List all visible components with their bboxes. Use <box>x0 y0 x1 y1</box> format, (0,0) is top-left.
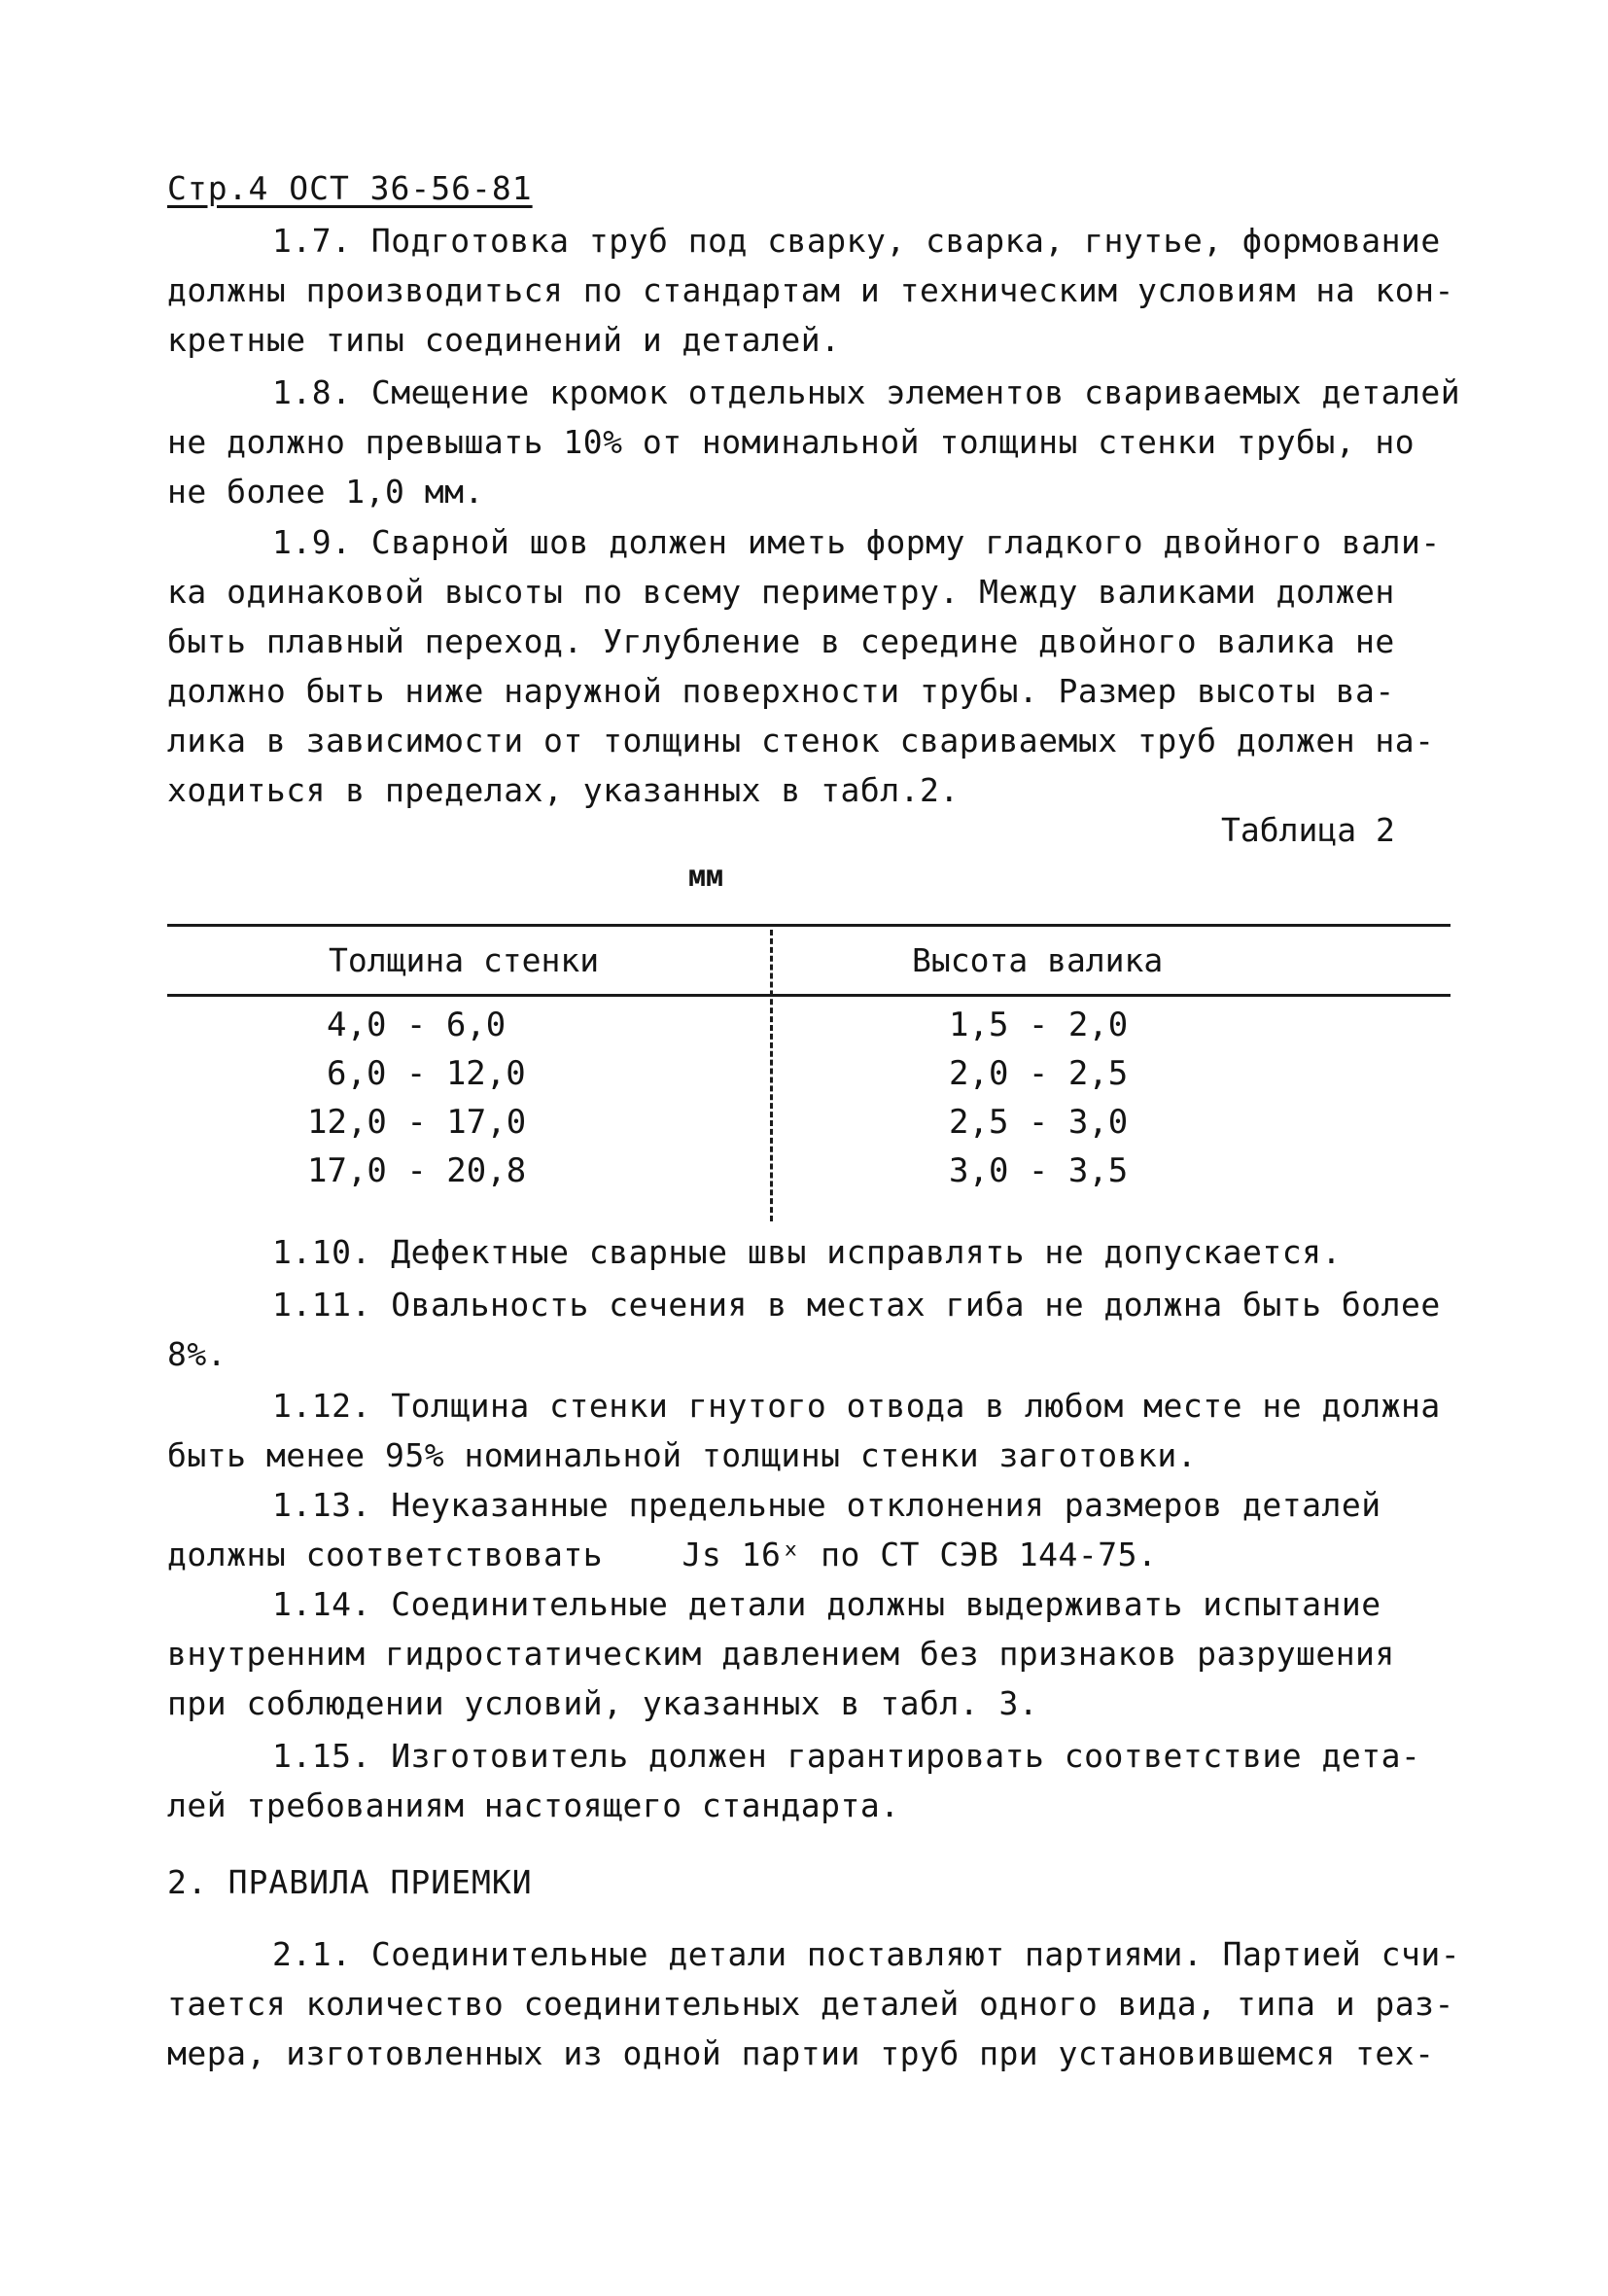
paragraph-line: ка одинаковой высоты по всему периметру. Между валиками должен <box>167 573 1395 611</box>
table-header-thickness: Толщина стенки <box>329 941 600 979</box>
paragraph-line: 1.7. Подготовка труб под сварку, сварка, гнутье, формование <box>272 222 1441 260</box>
paragraph-line: 1.12. Толщина стенки гнутого отвода в любом месте не должна <box>272 1387 1441 1425</box>
paragraph-line: не должно превышать 10% от номинальной толщины стенки трубы, но <box>167 423 1416 461</box>
table-2 <box>167 924 1451 1225</box>
paragraph-line: должны производиться по стандартам и техническим условиям на кон- <box>167 271 1454 309</box>
paragraph-line: 1.9. Сварной шов должен иметь форму гладкого двойного вали- <box>272 523 1441 561</box>
paragraph-1-8 <box>167 368 1470 516</box>
table-cell: 6,0 - 12,0 <box>327 1054 526 1093</box>
table-column-divider <box>770 930 773 1221</box>
paragraph-1-7 <box>167 216 1470 365</box>
paragraph-2-1 <box>167 1929 1470 2078</box>
table-header-height: Высота валика <box>912 941 1164 979</box>
paragraph-line: должны соответствовать Js 16ˣ по СТ СЭВ 144-75. <box>167 1536 1158 1573</box>
paragraph-line: должно быть ниже наружной поверхности трубы. Размер высоты ва- <box>167 672 1395 710</box>
page-header: Стр.4 ОСТ 36-56-81 <box>167 169 533 207</box>
table-cell: 4,0 - 6,0 <box>327 1006 507 1044</box>
paragraph-line: мера, изготовленных из одной партии труб при установившемся тех- <box>167 2034 1435 2072</box>
table-cell: 12,0 - 17,0 <box>307 1103 527 1142</box>
paragraph-line: быть менее 95% номинальной толщины стенки заготовки. <box>167 1436 1198 1474</box>
section-title: 2. ПРАВИЛА ПРИЕМКИ <box>167 1863 533 1901</box>
paragraph-line: при соблюдении условий, указанных в табл. 3. <box>167 1684 1039 1722</box>
paragraph-line: 1.13. Неуказанные предельные отклонения размеров деталей <box>272 1486 1381 1524</box>
paragraph-line: лей требованиям настоящего стандарта. <box>167 1786 900 1824</box>
paragraph-1-10 <box>167 1227 1470 1277</box>
paragraph-line: 2.1. Соединительные детали поставляют партиями. Партией счи- <box>272 1935 1461 1973</box>
paragraph-line: 1.11. Овальность сечения в местах гиба не должна быть более <box>272 1286 1441 1324</box>
paragraph-1-12 <box>167 1381 1470 1480</box>
paragraph-line: быть плавный переход. Углубление в середине двойного валика не <box>167 622 1395 660</box>
paragraph-line: не более 1,0 мм. <box>167 473 484 511</box>
paragraph-1-13 <box>167 1480 1470 1579</box>
table-cell: 1,5 - 2,0 <box>949 1006 1129 1044</box>
table-unit: мм <box>688 860 724 894</box>
paragraph-line: тается количество соединительных деталей одного вида, типа и раз- <box>167 1985 1454 2023</box>
table-top-rule <box>167 924 1451 927</box>
paragraph-line: ходиться в пределах, указанных в табл.2. <box>167 771 960 809</box>
paragraph-line: 1.15. Изготовитель должен гарантировать соответствие дета- <box>272 1737 1421 1775</box>
paragraph-line: 1.14. Соединительные детали должны выдерживать испытание <box>272 1585 1381 1623</box>
paragraph-line: 8%. <box>167 1335 227 1373</box>
paragraph-1-9 <box>167 517 1470 815</box>
table-cell: 3,0 - 3,5 <box>949 1151 1129 1190</box>
table-cell: 2,0 - 2,5 <box>949 1054 1129 1093</box>
paragraph-line: внутренним гидростатическим давлением без признаков разрушения <box>167 1635 1395 1673</box>
table-cell: 2,5 - 3,0 <box>949 1103 1129 1142</box>
paragraph-line: лика в зависимости от толщины стенок свариваемых труб должен на- <box>167 722 1435 759</box>
paragraph-line: 1.10. Дефектные сварные швы исправлять не допускается. <box>272 1233 1342 1271</box>
paragraph-line: кретные типы соединений и деталей. <box>167 321 841 359</box>
paragraph-1-14 <box>167 1579 1470 1728</box>
table-header-rule <box>167 994 1451 997</box>
paragraph-1-11 <box>167 1280 1470 1379</box>
table-caption: Таблица 2 <box>1221 811 1395 849</box>
paragraph-line: 1.8. Смещение кромок отдельных элементов свариваемых деталей <box>272 373 1461 411</box>
paragraph-1-15 <box>167 1731 1470 1830</box>
table-cell: 17,0 - 20,8 <box>307 1151 527 1190</box>
